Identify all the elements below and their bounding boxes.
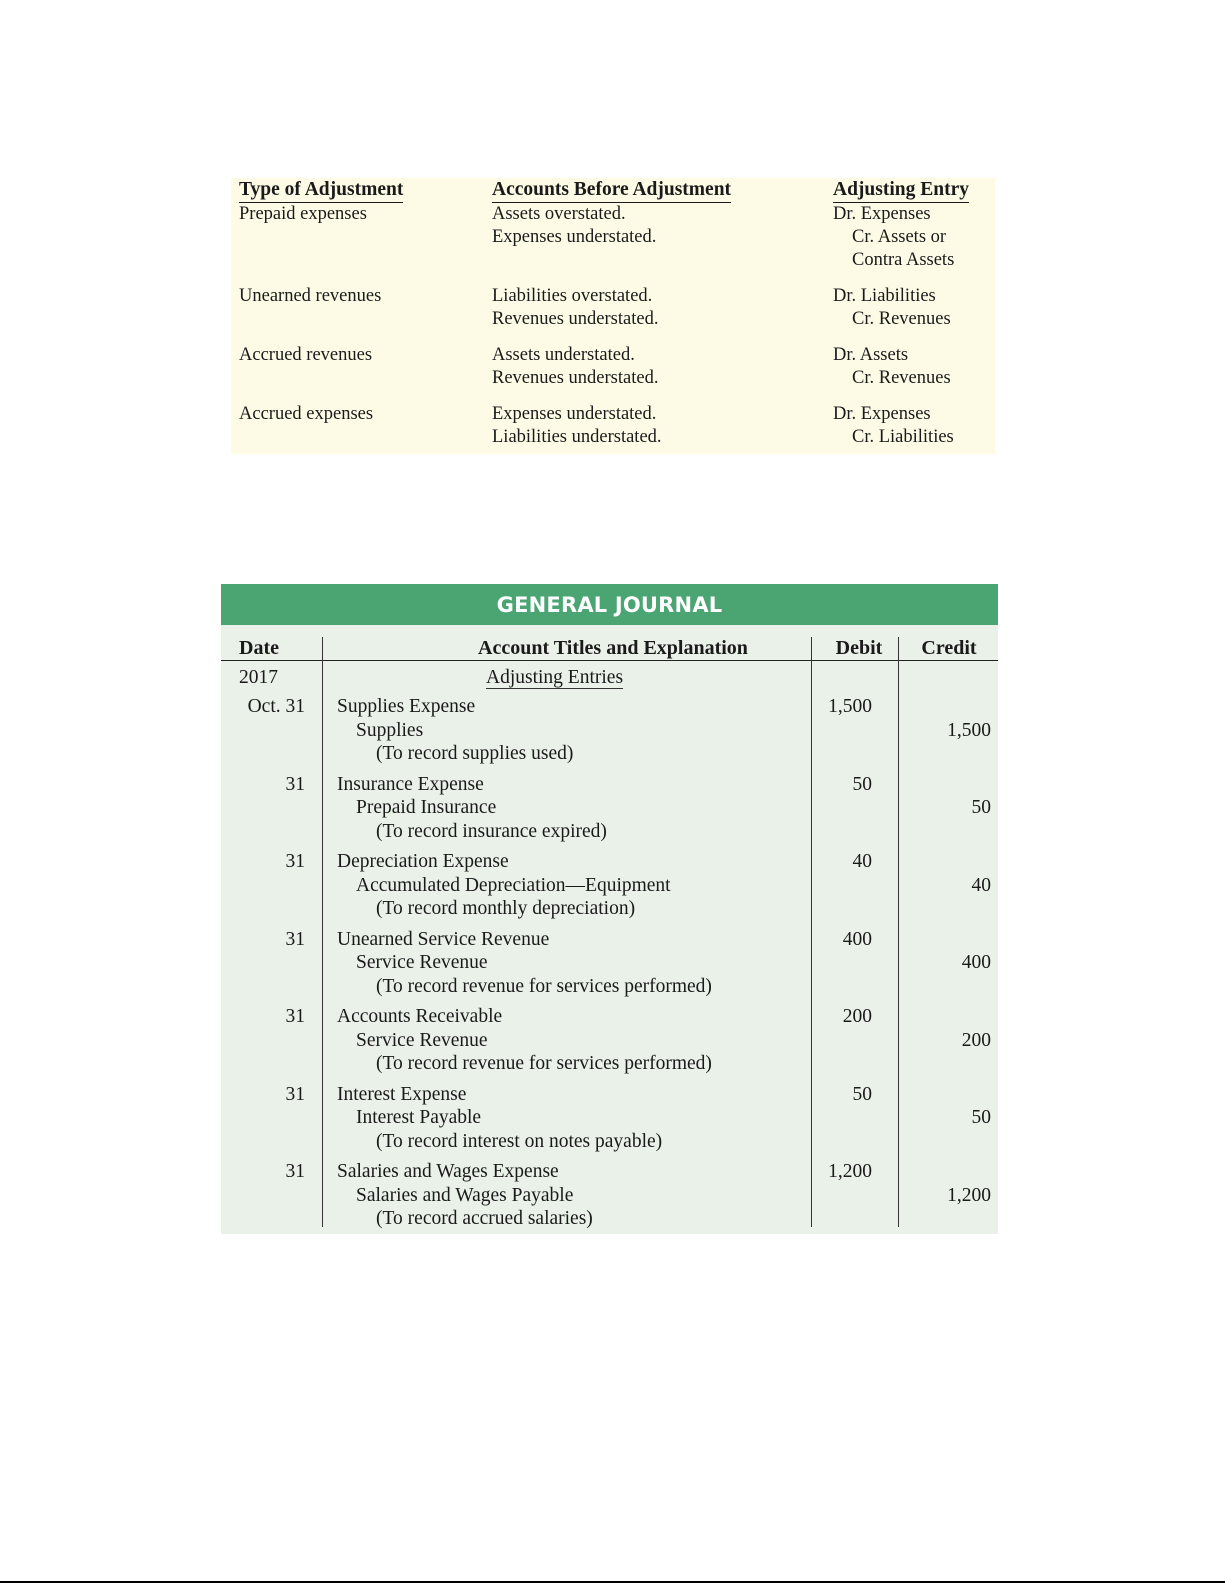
entry-explanation: (To record monthly depreciation) [376, 898, 636, 920]
entry-line: Contra Assets [852, 250, 955, 270]
adjustment-type: Unearned revenues [239, 286, 382, 306]
credit-amount: 1,500 [947, 719, 991, 741]
debit-account: Accounts Receivable [337, 1006, 503, 1027]
header-accounts-before-adjustment: Accounts Before Adjustment [492, 178, 731, 203]
credit-account: Salaries and Wages Payable [356, 1184, 574, 1206]
entry-date: 31 [285, 1083, 305, 1105]
entry-line: Cr. Liabilities [852, 427, 954, 447]
header-debit: Debit [835, 637, 883, 659]
credit-amount: 1,200 [947, 1184, 991, 1206]
debit-amount: 1,200 [828, 1161, 872, 1182]
debit-amount: 40 [852, 851, 872, 872]
before-line: Expenses understated. [492, 227, 657, 247]
adjustment-type: Prepaid expenses [239, 204, 367, 224]
header-type-of-adjustment: Type of Adjustment [239, 178, 403, 203]
entry-date: 31 [285, 773, 305, 795]
credit-account: Service Revenue [356, 1029, 488, 1051]
before-line: Expenses understated. [492, 404, 657, 424]
debit-account: Unearned Service Revenue [337, 928, 550, 950]
credit-account: Interest Payable [356, 1107, 482, 1129]
credit-amount: 200 [961, 1029, 991, 1051]
general-journal [221, 584, 998, 1234]
credit-amount: 50 [971, 797, 991, 819]
debit-amount: 50 [852, 773, 872, 795]
debit-amount: 50 [852, 1083, 872, 1105]
debit-amount: 200 [842, 1006, 872, 1027]
adjustment-type: Accrued expenses [239, 404, 374, 424]
credit-account: Supplies [356, 719, 424, 741]
before-line: Revenues understated. [492, 309, 659, 329]
journal-title: GENERAL JOURNAL [221, 584, 998, 625]
entry-explanation: (To record supplies used) [376, 743, 574, 765]
accounts-before [492, 403, 662, 449]
entry-line: Dr. Assets [833, 345, 909, 365]
debit-amount: 1,500 [828, 696, 872, 717]
entry-explanation: (To record accrued salaries) [376, 1208, 593, 1230]
entry-line: Cr. Assets or [852, 227, 947, 247]
accounts-before [492, 203, 656, 249]
entry-explanation: (To record interest on notes payable) [376, 1130, 663, 1152]
header-rule [221, 660, 998, 661]
entry-date: 31 [285, 851, 305, 872]
header-date: Date [239, 637, 279, 659]
entry-line: Dr. Expenses [833, 204, 931, 224]
debit-account: Insurance Expense [337, 773, 484, 795]
debit-account: Supplies Expense [337, 696, 476, 717]
credit-account: Service Revenue [356, 952, 488, 974]
before-line: Liabilities understated. [492, 427, 662, 447]
entry-date: 31 [285, 928, 305, 950]
before-line: Assets understated. [492, 345, 635, 365]
debit-account: Interest Expense [337, 1083, 467, 1105]
adjusting-entry [833, 344, 951, 390]
entry-line: Dr. Liabilities [833, 286, 936, 306]
credit-account: Prepaid Insurance [356, 797, 497, 819]
journal-year: 2017 [239, 667, 278, 688]
adjusting-entry [833, 403, 954, 449]
header-account-titles: Account Titles and Explanation [478, 637, 748, 659]
credit-account: Accumulated Depreciation—Equipment [356, 874, 671, 896]
header-credit: Credit [921, 637, 977, 659]
before-line: Liabilities overstated. [492, 286, 653, 306]
credit-amount: 50 [971, 1107, 991, 1129]
adjusting-entry [833, 203, 954, 272]
entry-date: Oct. 31 [247, 696, 305, 717]
header-adjusting-entry: Adjusting Entry [833, 178, 969, 203]
entry-date: 31 [285, 1006, 305, 1027]
page-bottom-rule [0, 1581, 1225, 1583]
entry-explanation: (To record insurance expired) [376, 820, 607, 842]
entry-explanation: (To record revenue for services performed) [376, 1053, 712, 1075]
date-column-divider [322, 637, 323, 1227]
adjustment-type: Accrued revenues [239, 345, 373, 365]
debit-account: Depreciation Expense [337, 851, 509, 872]
entry-explanation: (To record revenue for services performed) [376, 975, 712, 997]
before-line: Assets overstated. [492, 204, 626, 224]
debit-amount: 400 [842, 928, 872, 950]
entry-line: Cr. Revenues [852, 309, 951, 329]
entry-line: Dr. Expenses [833, 404, 931, 424]
entry-line: Cr. Revenues [852, 368, 951, 388]
debit-account: Salaries and Wages Expense [337, 1161, 559, 1182]
accounts-before [492, 285, 658, 331]
credit-amount: 40 [971, 874, 991, 896]
adjustments-summary-table [231, 178, 995, 454]
adjusting-entry [833, 285, 951, 331]
credit-amount: 400 [961, 952, 991, 974]
entry-date: 31 [285, 1161, 305, 1182]
before-line: Revenues understated. [492, 368, 659, 388]
accounts-before [492, 344, 658, 390]
section-label: Adjusting Entries [486, 667, 624, 688]
